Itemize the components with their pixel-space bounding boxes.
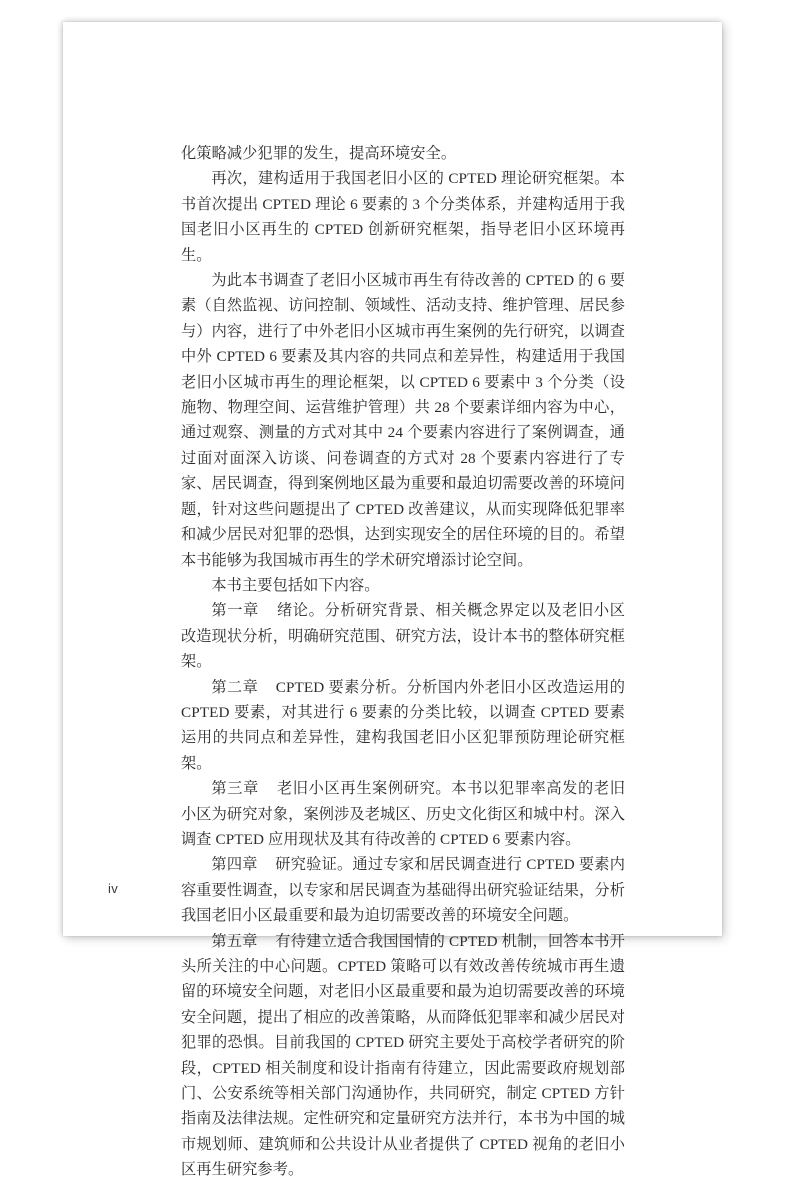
chapter-2-description: CPTED 要素分析。分析国内外老旧小区改造运用的 CPTED 要素，对其进行 6 要素的分类比较，以调查 CPTED 要素运用的共同点和差异性，建构我国老旧小区犯罪预防理论研究框架。 bbox=[181, 678, 625, 772]
page-text-body bbox=[181, 141, 625, 1183]
chapter-1-label: 第一章 bbox=[211, 602, 259, 620]
paragraph-survey-methodology: 为此本书调查了老旧小区城市再生有待改善的 CPTED 的 6 要素（自然监视、访问控制、领域性、活动支持、维护管理、居民参与）内容，进行了中外老旧小区城市再生案例的先行研究，以调查中外 CPTED 6 要素及其内容的共同点和差异性，构建适用于我国老旧小区城市再生的理论框架，以 CPTED 6 要素中 3 个分类（设施物、物理空间、运营维护管理）共 28 个要素详细内容为中心，通过观察、测量的方式对其中 24 个要素内容进行了案例调查，通过面对面深入访谈、问卷调查的方式对 28 个要素内容进行了专家、居民调查，得到案例地区最为重要和最迫切需要改善的环境问题，针对这些问题提出了 CPTED 改善建议，从而实现降低犯罪率和减少居民对犯罪的恐惧，达到实现安全的居住环境的目的。希望本书能够为我国城市再生的学术研究增添讨论空间。 bbox=[181, 272, 625, 569]
chapter-entry-4 bbox=[181, 852, 625, 928]
chapter-4-description: 研究验证。通过专家和居民调查进行 CPTED 要素内容重要性调查，以专家和居民调查为基础得出研究验证结果，分析我国老旧小区最重要和最为迫切需要改善的环境安全问题。 bbox=[181, 856, 625, 925]
chapter-entry-2 bbox=[181, 675, 625, 777]
chapter-5-label: 第五章 bbox=[211, 932, 258, 950]
chapter-entry-5 bbox=[181, 929, 625, 1183]
chapter-1-description: 绪论。分析研究背景、相关概念界定以及老旧小区改造现状分析，明确研究范围、研究方法，设计本书的整体研究框架。 bbox=[181, 602, 625, 671]
paragraph-continued: 化策略减少犯罪的发生，提高环境安全。 bbox=[181, 145, 457, 162]
book-page-sheet bbox=[63, 22, 722, 1179]
chapter-3-description: 老旧小区再生案例研究。本书以犯罪率高发的老旧小区为研究对象，案例涉及老城区、历史文化街区和城中村。深入调查 CPTED 应用现状及其有待改善的 CPTED 6 要素内容。 bbox=[181, 780, 625, 848]
chapter-entry-3 bbox=[181, 776, 625, 852]
chapter-2-label: 第二章 bbox=[211, 678, 259, 696]
chapter-5-description: 有待建立适合我国国情的 CPTED 机制，回答本书开头所关注的中心问题。CPTED 策略可以有效改善传统城市再生遗留的环境安全问题，对老旧小区最重要和最为迫切需要改善的环境安全问题，提出了相应的改善策略，从而降低犯罪率和减少居民对犯罪的恐惧。目前我国的 CPTED 研究主要处于高校学者研究的阶段，CPTED 相关制度和设计指南有待建立，因此需要政府规划部门、公安系统等相关部门沟通协作，共同研究，制定 CPTED 方针指南及法律法规。定性研究和定量研究方法并行，本书为中国的城市规划师、建筑师和公共设计从业者提供了 CPTED 视角的老旧小区再生研究参考。 bbox=[181, 932, 625, 1179]
chapter-3-label: 第三章 bbox=[211, 780, 259, 798]
chapter-4-label: 第四章 bbox=[211, 856, 258, 874]
paragraph-contents-intro: 本书主要包括如下内容。 bbox=[211, 576, 380, 594]
paragraph-theory-framework: 再次，建构适用于我国老旧小区的 CPTED 理论研究框架。本书首次提出 CPTED 理论 6 要素的 3 个分类体系，并建构适用于我国老旧小区再生的 CPTED 创新研究框架，指导老旧小区环境再生。 bbox=[181, 170, 625, 264]
chapter-entry-1 bbox=[181, 598, 625, 674]
page-number-folio: iv bbox=[108, 881, 119, 896]
